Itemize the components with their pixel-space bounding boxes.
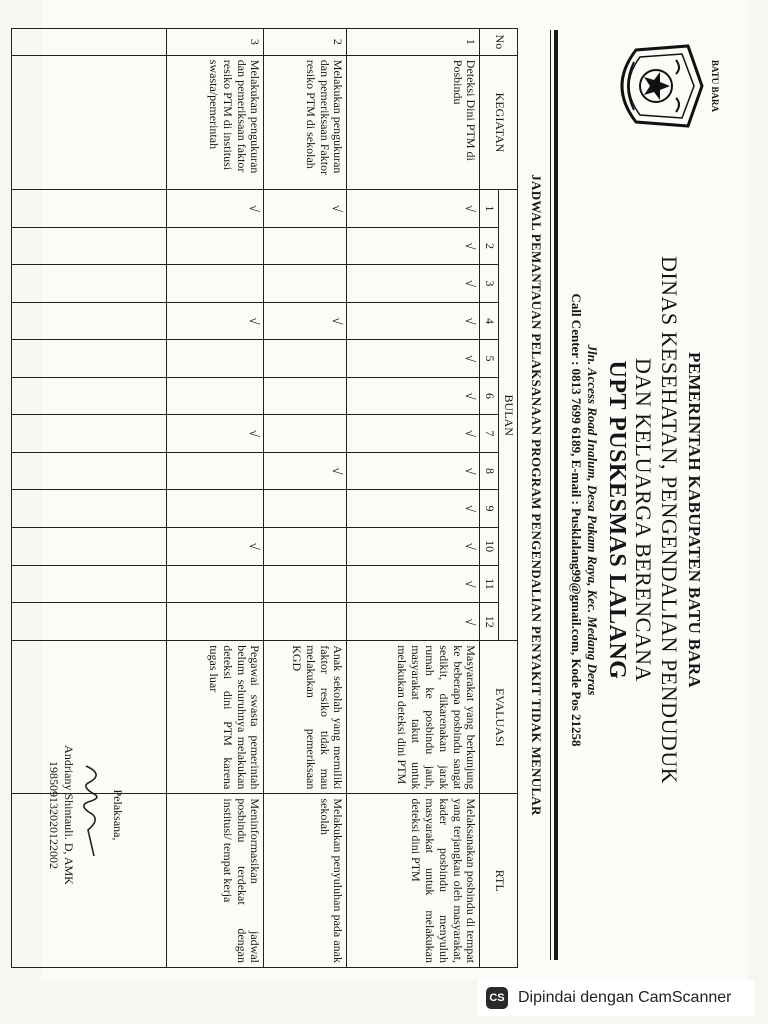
contact-line: Call Center : 0813 7699 6189, E-mail : Pusklalang99@gmail.com, Kode Pos 21258 xyxy=(569,293,584,747)
signer-nip: 198509132020122002 xyxy=(47,761,61,869)
month-check-cell: √ xyxy=(347,490,480,528)
camscanner-icon: CS xyxy=(486,987,508,1009)
month-check-cell: √ xyxy=(347,340,480,378)
empty-cell xyxy=(12,265,167,303)
month-check-cell xyxy=(167,227,264,265)
month-check-cell: √ xyxy=(347,603,480,641)
month-header-5: 5 xyxy=(480,340,499,378)
month-check-cell: √ xyxy=(347,415,480,453)
row-number: 2 xyxy=(264,29,347,56)
month-check-cell: √ xyxy=(167,302,264,340)
logo-caption: BATU BARA xyxy=(710,59,720,113)
month-check-cell xyxy=(264,527,347,565)
empty-cell xyxy=(12,377,167,415)
letterhead-divider-thin xyxy=(550,30,551,960)
header-bulan: BULAN xyxy=(499,190,518,641)
month-check-cell xyxy=(264,603,347,641)
month-header-7: 7 xyxy=(480,415,499,453)
month-check-cell: √ xyxy=(264,190,347,228)
month-header-2: 2 xyxy=(480,227,499,265)
empty-cell xyxy=(12,227,167,265)
empty-cell xyxy=(12,340,167,378)
month-check-cell xyxy=(167,565,264,603)
row-kegiatan: Melakukan pengukuran dan pemeriksaan Faktor resiko PTM di sekolah xyxy=(264,55,347,189)
empty-cell xyxy=(12,490,167,528)
camscanner-watermark xyxy=(478,980,754,1016)
handwritten-signature-icon xyxy=(76,700,110,930)
month-check-cell: √ xyxy=(347,227,480,265)
camscanner-label: Dipindai dengan CamScanner xyxy=(518,989,732,1006)
month-check-cell xyxy=(167,452,264,490)
letterhead xyxy=(540,0,740,980)
month-check-cell xyxy=(264,340,347,378)
row-rtl: Melaksanakan posbindu di tempat yang terjangkau oleh masyarakat, kader posbindu menyuluh masyarakat untuk melakukan deteksi dini PTM xyxy=(347,794,480,968)
month-header-10: 10 xyxy=(480,527,499,565)
month-check-cell xyxy=(167,265,264,303)
month-check-cell: √ xyxy=(347,565,480,603)
month-check-cell xyxy=(264,415,347,453)
month-header-6: 6 xyxy=(480,377,499,415)
month-header-1: 1 xyxy=(480,190,499,228)
table-row xyxy=(347,29,480,968)
header-kegiatan: KEGIATAN xyxy=(480,55,518,189)
row-evaluasi: Anak sekolah yang memiliki faktor resiko tidak mau melakukan pemeriksaan KGD xyxy=(264,641,347,794)
signer-label: Pelaksana, xyxy=(111,789,125,841)
empty-cell xyxy=(12,565,167,603)
month-header-9: 9 xyxy=(480,490,499,528)
month-check-cell xyxy=(167,603,264,641)
month-check-cell: √ xyxy=(347,527,480,565)
document-title: JADWAL PEMANTAUAN PELAKSANAAN PROGRAM PENGENDALIAN PENYAKIT TIDAK MENULAR xyxy=(529,174,544,816)
letterhead-divider-thick xyxy=(554,30,558,960)
month-check-cell xyxy=(167,490,264,528)
month-header-3: 3 xyxy=(480,265,499,303)
month-check-cell xyxy=(264,377,347,415)
agency-name-2: DAN KELUARGA BERENCANA xyxy=(631,358,656,682)
empty-cell xyxy=(12,452,167,490)
month-check-cell xyxy=(167,340,264,378)
header-evaluasi: EVALUASI xyxy=(480,641,518,794)
month-check-cell xyxy=(264,565,347,603)
month-header-12: 12 xyxy=(480,603,499,641)
unit-name: UPT PUSKESMAS LALANG xyxy=(604,360,630,680)
address: Jln. Access Road Inalum, Desa Pakam Raya, Kec. Medang Deras xyxy=(585,344,600,696)
document-rotated xyxy=(40,0,740,980)
month-check-cell: √ xyxy=(167,527,264,565)
header-rtl: RTL xyxy=(480,794,518,968)
month-check-cell: √ xyxy=(167,190,264,228)
month-header-8: 8 xyxy=(480,452,499,490)
month-check-cell: √ xyxy=(347,377,480,415)
empty-cell xyxy=(12,55,167,189)
row-rtl: Meninformasikan jadwal posbindu terdekat dengan institusi/ tempat kerja xyxy=(167,794,264,968)
empty-cell xyxy=(12,415,167,453)
empty-cell xyxy=(12,603,167,641)
header-no: No xyxy=(480,29,518,56)
month-check-cell xyxy=(264,490,347,528)
empty-cell xyxy=(12,190,167,228)
row-rtl: Melakukan penyuluhan pada anak sekolah xyxy=(264,794,347,968)
month-check-cell: √ xyxy=(167,415,264,453)
table-row xyxy=(264,29,347,968)
signature-block xyxy=(46,700,125,930)
agency-name-1: DINAS KESEHATAN, PENGENDALIAN PENDUDUK xyxy=(657,255,682,785)
empty-cell xyxy=(12,29,167,56)
table-row xyxy=(167,29,264,968)
month-check-cell xyxy=(264,265,347,303)
month-check-cell: √ xyxy=(264,452,347,490)
row-kegiatan: Deteksi Dini PTM di Posbindu xyxy=(347,55,480,189)
row-number: 1 xyxy=(347,29,480,56)
empty-cell xyxy=(12,302,167,340)
empty-cell xyxy=(12,527,167,565)
month-header-11: 11 xyxy=(480,565,499,603)
regency-logo-icon xyxy=(606,38,720,134)
month-check-cell xyxy=(264,227,347,265)
month-check-cell: √ xyxy=(347,302,480,340)
row-kegiatan: Melakukan pengukuran dan pemeriksaan faktor resiko PTM di institusi swasta/pemerintah xyxy=(167,55,264,189)
month-header-4: 4 xyxy=(480,302,499,340)
row-number: 3 xyxy=(167,29,264,56)
month-check-cell: √ xyxy=(347,190,480,228)
month-check-cell: √ xyxy=(264,302,347,340)
month-check-cell: √ xyxy=(347,265,480,303)
row-evaluasi: Masyarakat yang berkunjung ke beberapa posbindu sangat sedikit, dikarenakan jarak rumah ke posbindu jauh, masyarakat takut untuk melakukan deteksi dini PTM xyxy=(347,641,480,794)
row-evaluasi: Pegawai swasta pemerintah belum seluruhnya melakukan deteksi dini PTM karena tugas luar xyxy=(167,641,264,794)
signer-name: Andriany Shintauli. D, AMK xyxy=(62,745,76,885)
month-check-cell: √ xyxy=(347,452,480,490)
month-check-cell xyxy=(167,377,264,415)
government-name: PEMERINTAH KABUPATEN BATU BARA xyxy=(685,352,704,688)
